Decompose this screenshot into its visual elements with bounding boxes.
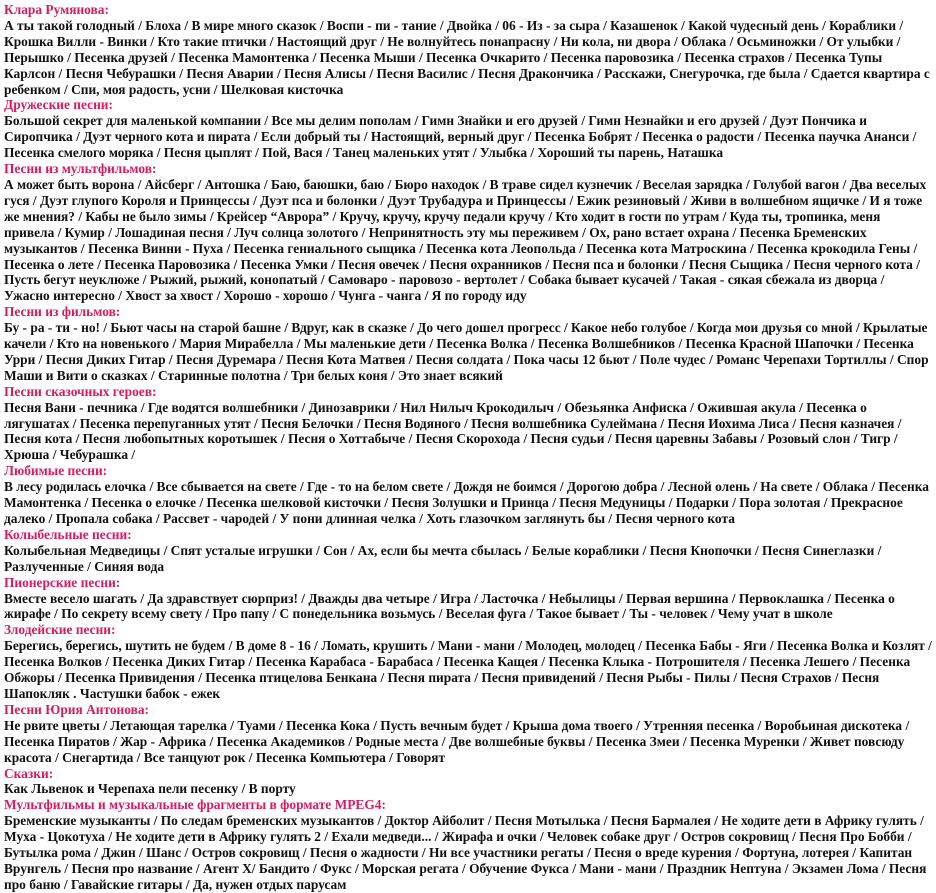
section-track-list: Вместе весело шагать / Да здравствует сюрприз! / Дважды два четыре / Игра / Ласточка / Небылицы / Первая вершина / Первоклашка / Песенка о жирафе / По секрету всему свету / Про папу / С понедельника возьмусь / Веселая фуга / Такое бывает / Ты - человек / Чему учат в школе [4,590,895,622]
section-lullabies [4,527,932,575]
section-track-list: А может быть ворона / Айсберг / Антошка / Баю, баюшки, баю / Бюро находок / В траве сидел кузнечик / Веселая зарядка / Голубой вагон / Два веселых гуся / Дуэт глупого Короля и Принцессы / Дуэт пса и болонки / Дуэт Трубадура и Принцессы / Ежик резиновый / Живи в волшебном ящичке / И я тоже же мнения? / Кабы не было зимы / Крейсер “Аврора” / Кручу, кручу, кручу педали кручу / Кто ходит в гости по утрам / Куда ты, тропинка, меня привела / Кумир / Лошадиная песня / Луч солнца золотого / Непринятность эту мы переживем / Ох, рано встает охрана / Песенка Бременских музыкантов / Песенка Винни - Пуха / Песенка гениального сыщика / Песенка кота Леопольда / Песенка кота Матроскина / Песенка крокодила Гены / Песенка о лете / Песенка Паровозика / Песенка Умки / Песня овечек / Песня охранников / Песня пса и болонки / Песня Сыщика / Песня черного кота / Пусть бегут неуклюже / Рыжий, рыжий, конопатый / Самоваро - паровозо - вертолет / Собака бывает кусачей / Такая - сякая сбежала из дворца / Ужасно интересно / Хвост за хвост / Хорошо - хорошо / Чунга - чанга / Я по городу иду [4,176,927,304]
section-title: Злодейские песни: [4,622,116,638]
section-title: Пионерские песни: [4,574,121,590]
section-title: Любимые песни: [4,463,108,479]
section-villain-songs [4,622,932,702]
section-mpeg4-cartoons [4,797,932,892]
section-klara-rumyanova [4,2,932,97]
section-title: Сказки: [4,765,54,781]
section-title: Песни из фильмов: [4,304,121,320]
section-track-list: Берегись, берегись, шутить не будем / В доме 8 - 16 / Ломать, крушить / Мани - мани / Молодец, молодец / Песенка Бабы - Яги / Песенка Волка и Козлят / Песенка Волков / Песенка Диких Гитар / Песенка Карабаса - Барабаса / Песенка Кащея / Песенка Клыка - Потрошителя / Песенка Лешего / Песенка Обжоры / Песенка Привидения / Песенка птицелова Бенкана / Песня пирата / Песня привидений / Песня Рыбы - Пилы / Песня Страхов / Песня Шапокляк . Частушки бабок - ежек [4,638,932,701]
section-fairy-tales [4,766,932,798]
section-title: Мультфильмы и музыкальные фрагменты в формате MPEG4: [4,797,386,813]
section-track-list: Песня Вани - печника / Где водятся волшебники / Динозаврики / Нил Нилыч Крокодилыч / Обезьянка Анфиска / Ожившая акула / Песенка о лягушатах / Песенка перепуганных утят / Песня Белочки / Песня Водяного / Песня волшебника Сулеймана / Песня Иохима Лиса / Песня казначея / Песня кота / Песня любопытных коротышек / Песня о Хоттабыче / Песня Скорохода / Песня судьи / Песня царевны Забавы / Розовый слон / Тигр / Хрюша / Чебурашка / [4,399,902,463]
section-cartoon-songs [4,161,932,304]
section-title: Клара Румянова: [4,2,109,17]
section-film-songs [4,304,932,384]
section-antonov-songs [4,702,932,766]
section-friendly-songs [4,97,932,161]
section-track-list: В лесу родилась елочка / Все сбывается на свете / Где - то на белом свете / Дождя не боимся / Дорогою добра / Лесной олень / На свете / Облака / Песенка Мамонтенка / Песенка о елочке / Песенка шелковой кисточки / Песня Золушки и Принца / Песня Медуницы / Подарки / Пора золотая / Прекрасное далеко / Пропала собака / Рассвет - чародей / У пони длинная челка / Хоть глазочком заглянуть бы / Песня черного кота [4,479,929,526]
section-track-list: Колыбельная Медведицы / Спят усталые игрушки / Сон / Ах, если бы мечта сбылась / Белые кораблики / Песня Кнопочки / Песня Синеглазки / Разлученные / Синяя вода [4,542,882,574]
section-title: Песни Юрия Антонова: [4,701,150,717]
section-favorite-songs [4,463,932,527]
section-track-list: Бременские музыканты / По следам бременских музыкантов / Доктор Айболит / Песня Мотылька / Песня Бармалея / Не ходите дети в Африку гулять / Муха - Цокотуха / Не ходите дети в Африку гулять 2 / Ехали медведи... / Жирафа и очки / Человек собаке друг / Остров сокровищ / Песня Про Бобби / Бутылка рома / Джин / Шанс / Остров сокровищ / Песня о жадности / Ни все участники регаты / Песня о вреде курения / Фортуна, лотерея / Капитан Врунгель / Песня про название / Агент Х/ Бандито / Фукс / Морская регата / Обучение Фукса / Мани - мани / Праздник Нептуна / Экзамен Лома / Песня про баню / Гавайские гитары / Да, нужен отдых парусам [4,813,927,892]
section-title: Песни из мультфильмов: [4,161,157,177]
section-track-list: Большой секрет для маленькой компании / Все мы делим пополам / Гимн Знайки и его друзей / Гимн Незнайки и его друзей / Дуэт Пончика и Сиропчика / Дуэт черного кота и пирата / Если добрый ты / Настоящий, верный друг / Песенка Бобрят / Песенка о радости / Песенка паучка Ананси / Песенка смелого моряка / Песня цыплят / Пой, Вася / Танец маленьких утят / Улыбка / Хороший ты парень, Наташка [4,113,917,161]
section-pioneer-songs [4,575,932,623]
section-track-list: Бу - ра - ти - но! / Бьют часы на старой башне / Вдруг, как в сказке / До чего дошел прогресс / Какое небо голубое / Когда мои друзья со мной / Крылатые качели / Кто на новенького / Мария Мирабелла / Мы маленькие дети / Песенка Волка / Песенка Волшебников / Песенка Красной Шапочки / Песенка Урри / Песня Диких Гитар / Песня Дуремара / Песня Кота Матвея / Песня солдата / Пока часы 12 бьют / Поле чудес / Романс Черепахи Тортиллы / Спор Маши и Вити о сказках / Старинные полотна / Три белых коня / Это знает всякий [4,320,929,383]
section-track-list: А ты такой голодный / Блоха / В мире много сказок / Воспи - пи - тание / Двойка / 06 - Из - за сыра / Казашенок / Какой чудесный день / Кораблики / Крошка Вилли - Винки / Кто такие птички / Настоящий друг / Не волнуйтесь понапрасну / Ни кола, ни двора / Облака / Осьминожки / От улыбки / Перышко / Песенка друзей / Песенка Мамонтенка / Песенка Мыши / Песенка Очкарито / Песенка паровозика / Песенка страхов / Песенка Тупы Карлсон / Песня Чебурашки / Песня Аварии / Песня Алисы / Песня Василис / Песня Дракончика / Расскажи, Снегурочка, где была / Сдается квартира с ребенком / Спи, моя радость, усни / Шелковая кисточка [4,17,930,97]
section-track-list: Не рвите цветы / Летающая тарелка / Туами / Песенка Кока / Пусть вечным будет / Крыша дома твоего / Утренняя песенка / Воробьиная дискотека / Песенка Пиратов / Жар - Африка / Песенка Академиков / Родные места / Две волшебные буквы / Песенка Змеи / Песенка Муренки / Живет повсюду красота / Снегартида / Все танцуют рок / Песенка Компьютера / Говорят [4,717,910,765]
section-title: Песни сказочных героев: [4,383,157,399]
section-title: Колыбельные песни: [4,526,132,542]
section-fairy-tale-heroes [4,384,932,464]
section-track-list: Как Львенок и Черепаха пели песенку / В порту [4,781,296,797]
section-title: Дружеские песни: [4,97,113,113]
